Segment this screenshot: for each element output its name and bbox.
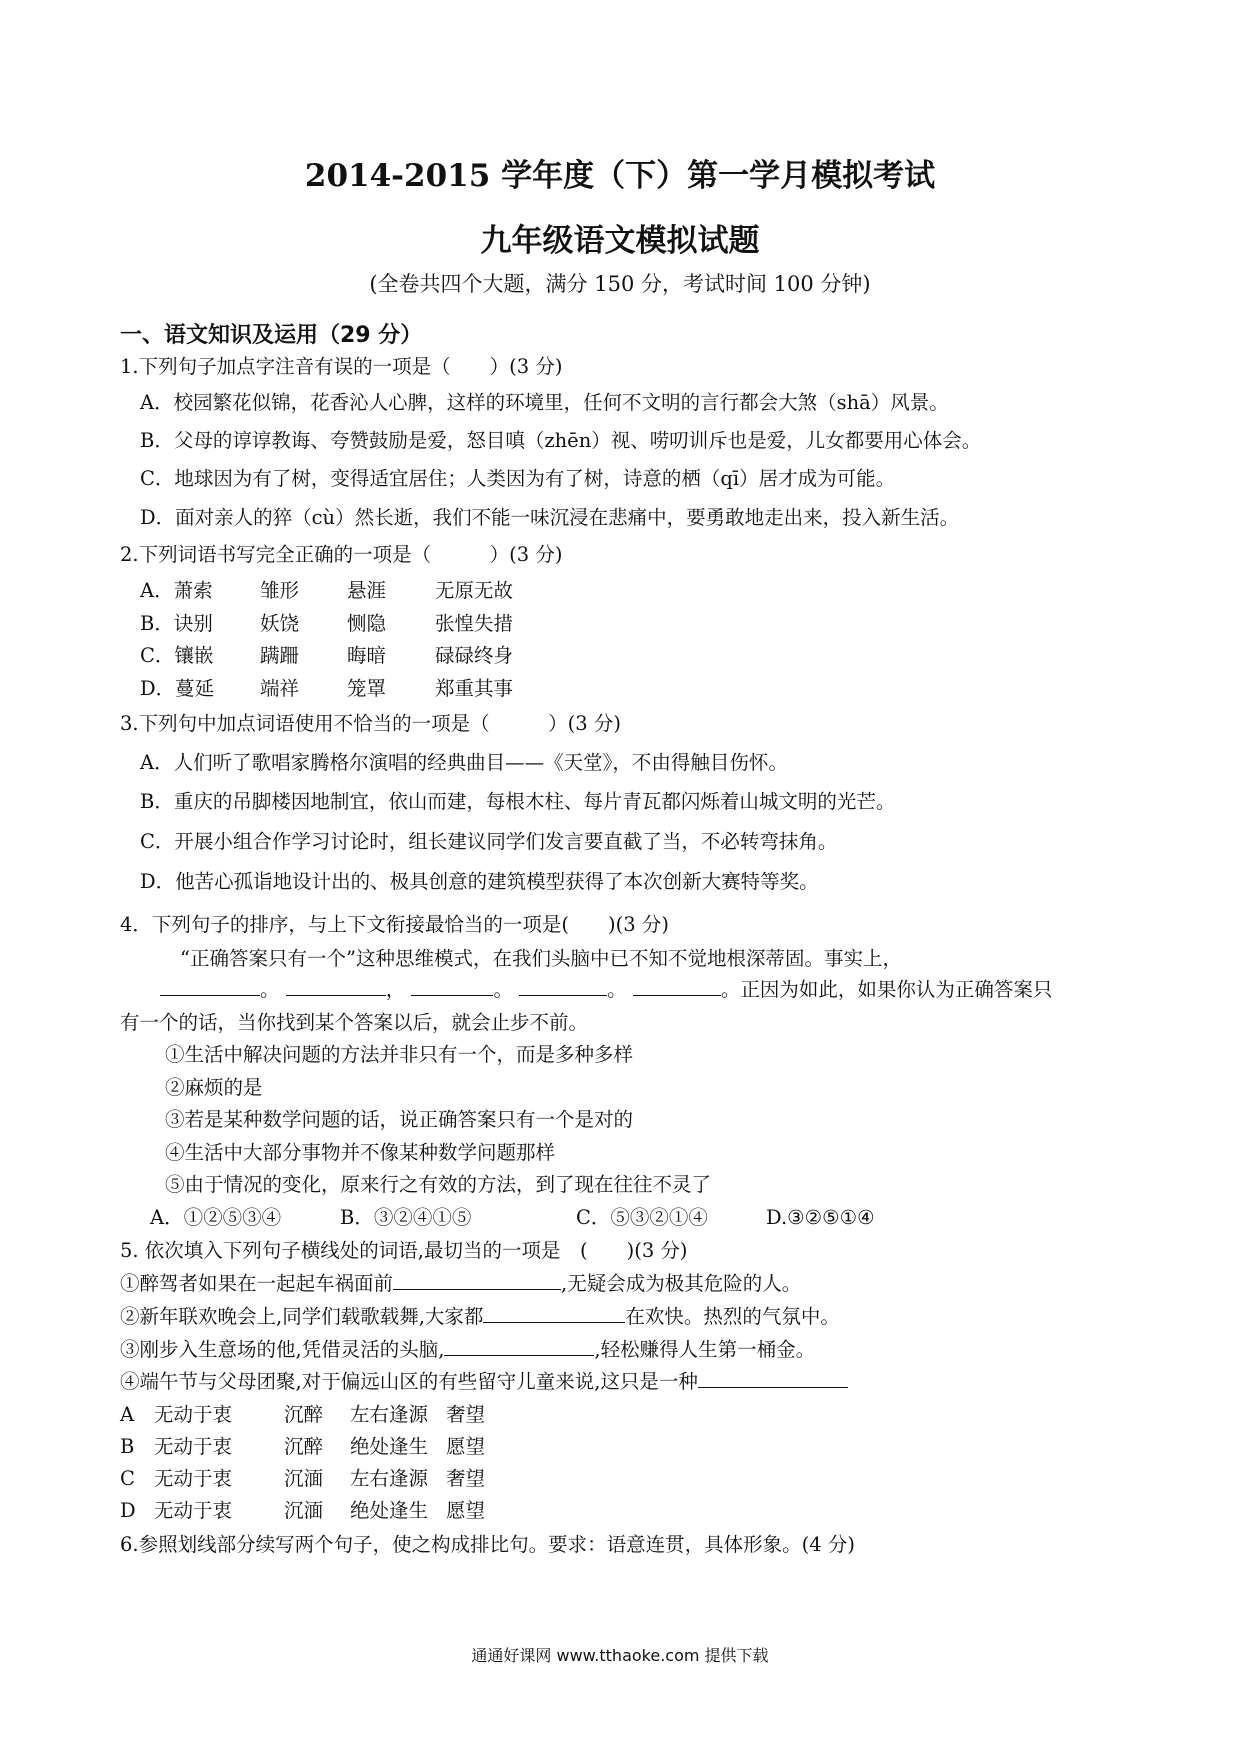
blank-line — [411, 977, 493, 996]
blank-line — [483, 1304, 625, 1323]
q5-sentence-3: ③刚步入生意场的他,凭借灵活的头脑, ,轻松赚得人生第一桶金。 — [120, 1338, 816, 1361]
blank-line — [393, 1271, 561, 1290]
section-heading: 一、语文知识及运用（29 分） — [120, 323, 423, 348]
q4-passage-line3: 有一个的话，当你找到某个答案以后，就会止步不前。 — [120, 1011, 589, 1034]
exam-note: (全卷共四个大题，满分 150 分，考试时间 100 分钟) — [369, 272, 871, 296]
q4-item-2: ②麻烦的是 — [165, 1076, 263, 1099]
q2-stem: 2.下列词语书写完全正确的一项是（ ）(3 分) — [120, 543, 563, 566]
q5-row-b: B 无动于衷 沉醉 绝处逢生 愿望 — [120, 1435, 486, 1458]
q4-item-3: ③若是某种数学问题的话，说正确答案只有一个是对的 — [165, 1108, 634, 1131]
q3-stem: 3.下列句中加点词语使用不恰当的一项是（ ）(3 分) — [120, 712, 621, 735]
blank-line — [633, 977, 721, 996]
q3-option-c: C．开展小组合作学习讨论时，组长建议同学们发言要直截了当，不必转弯抹角。 — [140, 830, 838, 853]
q1-option-c: C．地球因为有了树，变得适宜居住；人类因为有了树，诗意的栖（qī）居才成为可能。 — [140, 467, 896, 490]
q4-stem: 4．下列句子的排序，与上下文衔接最恰当的一项是( )(3 分) — [120, 913, 669, 936]
q5-row-d: D 无动于衷 沉湎 绝处逢生 愿望 — [120, 1499, 486, 1522]
q1-option-b: B．父母的谆谆教诲、夸赞鼓励是爱，怒目嗔（zhēn）视、唠叨训斥也是爱，儿女都要用心体会。 — [140, 429, 982, 452]
blank-line — [444, 1337, 594, 1356]
q3-option-d: D．他苦心孤诣地设计出的、极具创意的建筑模型获得了本次创新大赛特等奖。 — [140, 870, 819, 893]
q2-row-b: B．诀别 妖饶 恻隐 张惶失措 — [140, 612, 514, 635]
q4-passage-line2: 。 ， 。 。 。正因为如此，如果你认为正确答案只 — [160, 977, 1052, 1003]
q5-sentence-1: ①醉驾者如果在一起起车祸面前 ,无疑会成为极其危险的人。 — [120, 1272, 802, 1295]
q5-stem: 5. 依次填入下列句子横线处的词语,最切当的一项是 ( )(3 分) — [120, 1239, 688, 1262]
q5-row-c: C 无动于衷 沉湎 左右逢源 奢望 — [120, 1467, 486, 1490]
exam-subtitle: 九年级语文模拟试题 — [480, 223, 760, 259]
q1-stem: 1.下列句子加点字注音有误的一项是（ ）(3 分) — [120, 355, 563, 378]
q2-row-d: D．蔓延 端祥 笼罩 郑重其事 — [140, 677, 514, 700]
q1-option-a: A．校园繁花似锦，花香沁人心脾，这样的环境里，任何不文明的言行都会大煞（shā）风景。 — [140, 391, 949, 414]
q5-row-a: A 无动于衷 沉醉 左右逢源 奢望 — [120, 1403, 486, 1426]
exam-title: 2014-2015 学年度（下）第一学月模拟考试 — [304, 158, 936, 194]
q5-sentence-2: ②新年联欢晚会上,同学们载歌载舞,大家都 在欢快。热烈的气氛中。 — [120, 1305, 840, 1328]
blank-line — [698, 1369, 848, 1388]
q1-option-d: D．面对亲人的猝（cù）然长逝，我们不能一味沉浸在悲痛中，要勇敢地走出来，投入新生活。 — [140, 506, 960, 529]
blank-line — [160, 977, 260, 996]
q2-row-c: C．镶嵌 蹒跚 晦暗 碌碌终身 — [140, 644, 514, 667]
q4-choices: A．①②⑤③④ B．③②④①⑤ C．⑤③②①④ D.③②⑤①④ — [150, 1206, 875, 1229]
blank-line — [286, 977, 386, 996]
q4-item-4: ④生活中大部分事物并不像某种数学问题那样 — [165, 1141, 556, 1164]
blank-line — [519, 977, 607, 996]
q4-item-5: ⑤由于情况的变化，原来行之有效的方法，到了现在往往不灵了 — [165, 1173, 712, 1196]
q6-stem: 6.参照划线部分续写两个句子，使之构成排比句。要求：语意连贯，具体形象。(4 分) — [120, 1533, 855, 1556]
q3-option-a: A．人们听了歌唱家腾格尔演唱的经典曲目——《天堂》，不由得触目伤怀。 — [140, 751, 788, 774]
q4-passage-line1: “正确答案只有一个”这种思维模式，在我们头脑中已不知不觉地根深蒂固。事实上， — [180, 947, 902, 970]
q4-item-1: ①生活中解决问题的方法并非只有一个，而是多种多样 — [165, 1043, 634, 1066]
footer-credit: 通通好课网 www.tthaoke.com 提供下载 — [471, 1646, 769, 1665]
q5-sentence-4: ④端午节与父母团聚,对于偏远山区的有些留守儿童来说,这只是一种 — [120, 1369, 848, 1395]
q3-option-b: B．重庆的吊脚楼因地制宜，依山而建，每根木柱、每片青瓦都闪烁着山城文明的光芒。 — [140, 790, 896, 813]
q2-row-a: A．萧索 雏形 悬涯 无原无故 — [140, 579, 514, 602]
